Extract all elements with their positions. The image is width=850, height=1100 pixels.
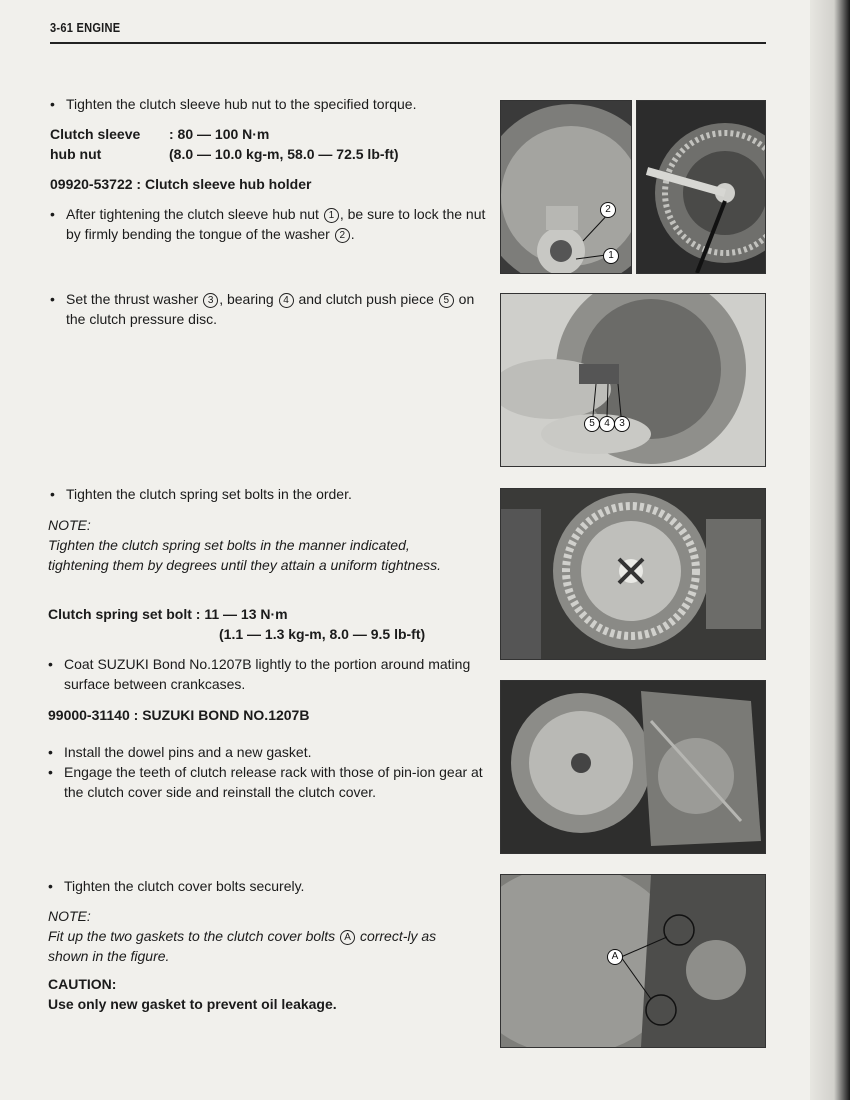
caution-text: Use only new gasket to prevent oil leakage. [48, 996, 337, 1012]
photo-cover-bolts [500, 874, 766, 1048]
ref-mark-4: 4 [279, 293, 294, 308]
note-spring-bolts: Tighten the clutch spring set bolts in the manner indicated, tightening them by degrees until they attain a uniform tightness. [48, 537, 442, 573]
note-gaskets [48, 926, 473, 966]
instruction-thrust-washer [50, 289, 491, 329]
page-edge [810, 0, 850, 1100]
instruction-coat-bond: • Coat SUZUKI Bond No.1207B lightly to the portion around mating surface between crankcases. [48, 654, 489, 694]
spec-name-2: hub nut [50, 146, 102, 162]
instruction-lock-nut [50, 204, 491, 244]
instruction-tighten-hub-nut: • Tighten the clutch sleeve hub nut to the specified torque. [50, 94, 496, 114]
page-header [50, 18, 766, 44]
photo-clutch-cover [500, 680, 766, 854]
callout-3: 3 [614, 416, 630, 432]
photo-hub-nut [500, 100, 632, 274]
photo-push-piece [500, 293, 766, 467]
ref-mark-3: 3 [203, 293, 218, 308]
callout-4: 4 [599, 416, 615, 432]
instruction-dowel-pins: • Install the dowel pins and a new gasket. [48, 742, 489, 762]
text-run: on the clutch pressure disc. [66, 291, 475, 327]
torque-spec-hub-nut [50, 124, 490, 164]
section-label: 3-61 ENGINE [50, 20, 121, 35]
text-run: After tightening the clutch sleeve hub nut [66, 206, 319, 222]
note-label-2: NOTE: [48, 908, 91, 924]
torque-spec-spring-bolt-alt: (1.1 — 1.3 kg-m, 8.0 — 9.5 lb-ft) [219, 626, 426, 642]
special-tool-hub-holder: 09920-53722 : Clutch sleeve hub holder [50, 176, 312, 192]
text-run: Fit up the two gaskets to the clutch cover bolts [48, 928, 336, 944]
text-run: correct-ly as shown in the figure. [48, 928, 437, 964]
callout-5: 5 [584, 416, 600, 432]
text-run: Set the thrust washer [66, 291, 199, 307]
instruction-release-rack: • Engage the teeth of clutch release rack with those of pin-ion gear at the clutch cover side and reinstall the clutch cover. [48, 762, 489, 802]
torque-spec-spring-bolt: Clutch spring set bolt : 11 — 13 N·m [48, 606, 288, 622]
spec-name-1: Clutch sleeve [50, 126, 141, 142]
bond-part-number: 99000-31140 : SUZUKI BOND NO.1207B [48, 707, 310, 723]
ref-mark-2: 2 [335, 228, 350, 243]
spec-value-2: (8.0 — 10.0 kg-m, 58.0 — 72.5 lb-ft) [169, 146, 399, 162]
callout-1: 1 [603, 248, 619, 264]
photo-spring-bolts [500, 488, 766, 660]
ref-mark-a: A [340, 930, 355, 945]
ref-mark-1: 1 [324, 208, 339, 223]
caution-label: CAUTION: [48, 976, 117, 992]
text-run: , bearing [219, 291, 274, 307]
instruction-cover-bolts: • Tighten the clutch cover bolts securely. [48, 876, 494, 896]
spec-value-1: : 80 — 100 N·m [169, 126, 270, 142]
ref-mark-5: 5 [439, 293, 454, 308]
callout-2: 2 [600, 202, 616, 218]
photo-hub-holder [636, 100, 766, 274]
text-run: , be sure to lock the nut by firmly bending the tongue of the washer [66, 206, 486, 242]
note-label: NOTE: [48, 517, 91, 533]
text-run: . [350, 226, 355, 242]
callout-a: A [607, 949, 623, 965]
text-run: and clutch push piece [298, 291, 434, 307]
instruction-spring-bolts: • Tighten the clutch spring set bolts in the order. [50, 484, 496, 504]
